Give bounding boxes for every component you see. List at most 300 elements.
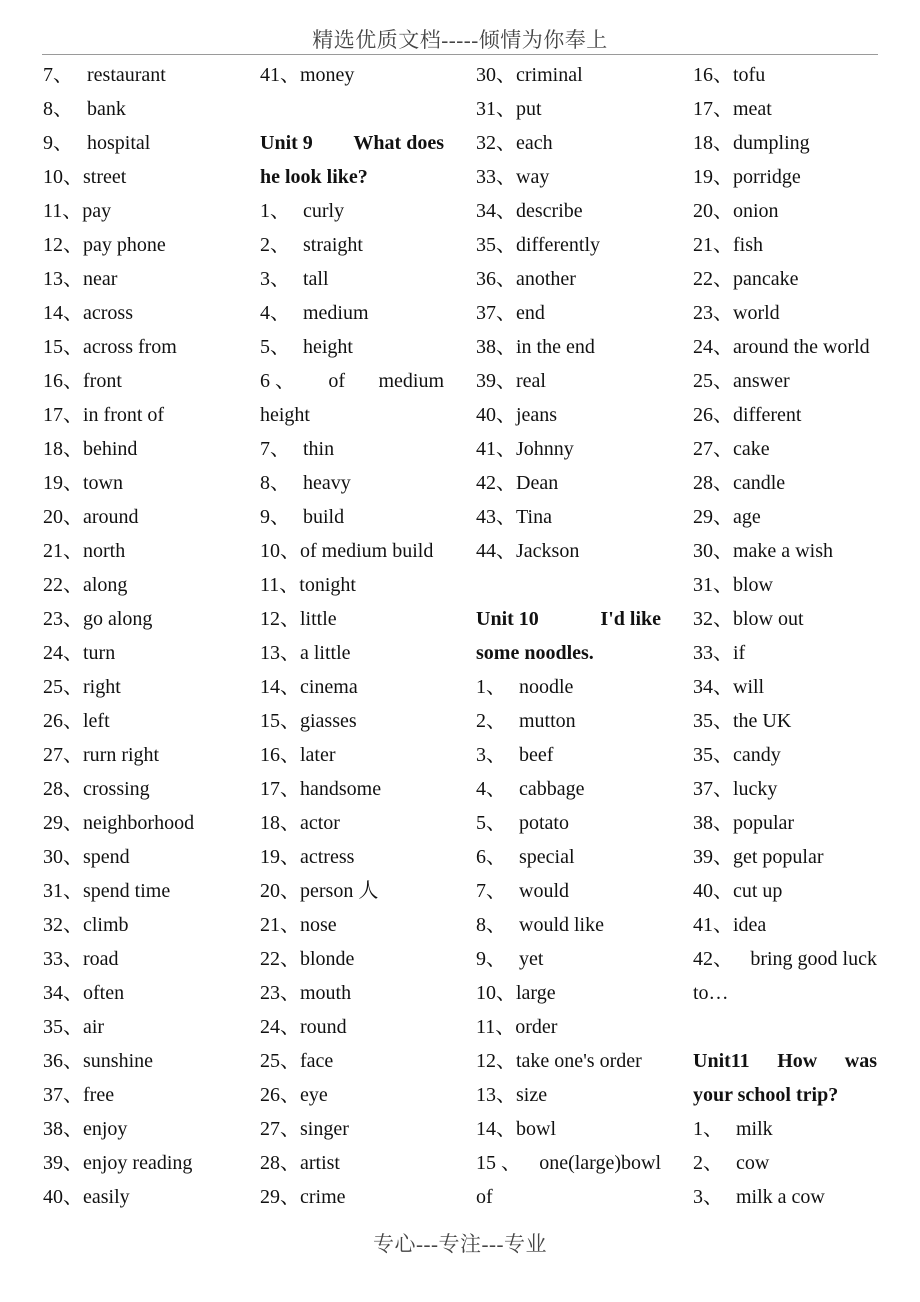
entry-number: 27、 <box>260 1118 300 1140</box>
vocab-entry <box>260 432 444 466</box>
entry-word: make a wish <box>733 540 833 562</box>
entry-number: 23、 <box>43 608 83 630</box>
entry-word: left <box>83 710 110 732</box>
entry-word: blow out <box>733 608 804 630</box>
entry-number: 43、 <box>476 506 516 528</box>
vocab-entry <box>260 806 444 840</box>
vocab-entry <box>693 908 877 942</box>
vocab-entry <box>693 398 877 432</box>
entry-number: 10、 <box>43 166 83 188</box>
vocab-entry <box>693 1112 877 1146</box>
vocab-entry <box>476 262 661 296</box>
vocab-entry <box>693 568 877 602</box>
vocab-entry <box>43 568 248 602</box>
entry-number: 14、 <box>476 1118 516 1140</box>
unit-label: Unit11 <box>693 1050 750 1072</box>
vocab-entry-justified <box>476 1146 661 1180</box>
entry-number: 17、 <box>693 98 733 120</box>
vocab-entry-justified <box>260 364 444 398</box>
entry-word: bank <box>87 98 126 120</box>
entry-word: describe <box>516 200 583 222</box>
vocab-entry <box>260 1078 444 1112</box>
vocab-entry <box>260 602 444 636</box>
vocab-entry <box>693 126 877 160</box>
entry-word: cake <box>733 438 770 460</box>
entry-word: curly <box>303 200 345 222</box>
vocab-entry <box>260 296 444 330</box>
text-segment: 6 、 <box>260 370 295 392</box>
entry-word: nose <box>300 914 337 936</box>
entry-number: 17、 <box>260 778 300 800</box>
vocab-entry-cont <box>260 398 444 432</box>
entry-number: 37、 <box>43 1084 83 1106</box>
entry-number: 11、 <box>260 574 300 596</box>
entry-number: 24、 <box>693 336 733 358</box>
entry-word: bowl <box>516 1118 556 1140</box>
entry-word: near <box>83 268 118 290</box>
entry-word: heavy <box>303 472 351 494</box>
entry-word: free <box>83 1084 115 1106</box>
unit-heading: I'd like <box>600 608 661 630</box>
unit-label: Unit 10 <box>476 608 539 630</box>
entry-number: 32、 <box>476 132 516 154</box>
entry-word: way <box>516 166 550 188</box>
vocab-entry <box>43 636 248 670</box>
text-segment: 42、 <box>693 948 733 970</box>
entry-word: restaurant <box>87 64 166 86</box>
entry-word: Dean <box>516 472 559 494</box>
text-segment: 15 、 <box>476 1152 521 1174</box>
vocab-entry <box>476 160 661 194</box>
vocab-entry <box>476 1078 661 1112</box>
entry-word: world <box>733 302 780 324</box>
entry-word: noodle <box>519 676 574 698</box>
entry-word: enjoy <box>83 1118 128 1140</box>
entry-number: 28、 <box>43 778 83 800</box>
entry-word: meat <box>733 98 772 120</box>
vocab-entry <box>260 500 444 534</box>
vocab-entry <box>693 194 877 228</box>
unit-10-title-cont <box>476 636 661 670</box>
vocab-entry <box>476 194 661 228</box>
entry-number: 31、 <box>43 880 83 902</box>
vocab-entry <box>693 296 877 330</box>
entry-number: 40、 <box>43 1186 83 1208</box>
entry-number: 9、 <box>260 506 290 528</box>
vocab-entry <box>43 296 248 330</box>
entry-word: lucky <box>733 778 778 800</box>
entry-number: 38、 <box>476 336 516 358</box>
text-segment: to… <box>693 982 729 1004</box>
entry-number: 9、 <box>43 132 73 154</box>
vocab-entry <box>693 738 877 772</box>
entry-number: 27、 <box>693 438 733 460</box>
vocab-entry <box>43 806 248 840</box>
entry-number: 37、 <box>693 778 733 800</box>
entry-number: 3、 <box>476 744 506 766</box>
entry-word: spend time <box>83 880 171 902</box>
vocab-entry <box>43 228 248 262</box>
vocab-entry <box>476 58 661 92</box>
vocab-entry <box>260 976 444 1010</box>
vocab-entry <box>693 772 877 806</box>
entry-number: 25、 <box>43 676 83 698</box>
vocab-entry <box>693 160 877 194</box>
entry-number: 23、 <box>693 302 733 324</box>
entry-word: little <box>300 608 337 630</box>
vocab-entry <box>260 1146 444 1180</box>
entry-number: 39、 <box>476 370 516 392</box>
vocab-entry <box>693 840 877 874</box>
vocab-entry <box>260 262 444 296</box>
vocab-entry <box>260 1044 444 1078</box>
entry-word: actor <box>300 812 340 834</box>
vocab-column-4 <box>693 58 877 1218</box>
entry-number: 26、 <box>260 1084 300 1106</box>
unit-10-title <box>476 602 661 636</box>
entry-word: crossing <box>83 778 150 800</box>
vocab-entry <box>43 1146 248 1180</box>
entry-number: 29、 <box>43 812 83 834</box>
vocab-entry <box>476 704 661 738</box>
entry-number: 32、 <box>43 914 83 936</box>
text-segment: he look like? <box>260 166 368 188</box>
entry-number: 20、 <box>693 200 733 222</box>
entry-word: mouth <box>300 982 352 1004</box>
text-segment: bring good luck <box>750 948 877 970</box>
entry-number: 20、 <box>43 506 83 528</box>
entry-word: cow <box>736 1152 770 1174</box>
text-segment: of <box>476 1186 493 1208</box>
entry-number: 29、 <box>693 506 733 528</box>
vocab-entry <box>43 670 248 704</box>
unit-11-title-cont <box>693 1078 877 1112</box>
vocab-entry <box>476 1112 661 1146</box>
entry-number: 18、 <box>260 812 300 834</box>
entry-number: 7、 <box>43 64 73 86</box>
vocab-entry <box>260 874 444 908</box>
vocab-entry <box>43 976 248 1010</box>
entry-word: later <box>300 744 336 766</box>
vocab-entry <box>693 704 877 738</box>
entry-word: actress <box>300 846 355 868</box>
vocab-entry <box>476 534 661 568</box>
entry-number: 34、 <box>693 676 733 698</box>
entry-word: large <box>516 982 556 1004</box>
entry-word: potato <box>519 812 569 834</box>
entry-word: candle <box>733 472 786 494</box>
entry-number: 5、 <box>260 336 290 358</box>
entry-word: often <box>83 982 125 1004</box>
entry-number: 25、 <box>260 1050 300 1072</box>
vocab-entry <box>476 874 661 908</box>
entry-word: dumpling <box>733 132 810 154</box>
entry-number: 13、 <box>476 1084 516 1106</box>
vocab-entry <box>476 398 661 432</box>
vocab-entry <box>260 942 444 976</box>
vocab-entry <box>260 1010 444 1044</box>
entry-number: 2、 <box>260 234 290 256</box>
entry-number: 16、 <box>260 744 300 766</box>
vocab-entry <box>43 534 248 568</box>
vocab-entry <box>476 738 661 772</box>
entry-word: would <box>519 880 569 902</box>
entry-number: 34、 <box>476 200 516 222</box>
entry-number: 10、 <box>476 982 516 1004</box>
entry-number: 16、 <box>693 64 733 86</box>
entry-number: 7、 <box>260 438 290 460</box>
vocab-column-2 <box>260 58 444 1218</box>
vocab-entry <box>693 534 877 568</box>
entry-number: 12、 <box>476 1050 516 1072</box>
entry-word: north <box>83 540 126 562</box>
entry-number: 31、 <box>693 574 733 596</box>
entry-word: special <box>519 846 575 868</box>
entry-word: milk <box>736 1118 773 1140</box>
vocab-entry <box>260 670 444 704</box>
entry-number: 31、 <box>476 98 516 120</box>
entry-number: 1、 <box>693 1118 723 1140</box>
entry-number: 8、 <box>260 472 290 494</box>
vocab-entry <box>476 670 661 704</box>
vocab-entry <box>43 262 248 296</box>
vocab-entry <box>260 466 444 500</box>
text-segment: some noodles. <box>476 642 594 664</box>
entry-word: candy <box>733 744 781 766</box>
entry-word: fish <box>733 234 763 256</box>
vocab-entry <box>476 364 661 398</box>
vocab-entry <box>476 806 661 840</box>
entry-word: pay phone <box>83 234 166 256</box>
entry-word: get popular <box>733 846 824 868</box>
entry-number: 6、 <box>476 846 506 868</box>
vocab-entry <box>476 1010 661 1044</box>
entry-number: 24、 <box>43 642 83 664</box>
entry-word: street <box>83 166 127 188</box>
vocab-entry <box>43 432 248 466</box>
vocab-entry <box>43 738 248 772</box>
entry-number: 4、 <box>260 302 290 324</box>
entry-word: tonight <box>299 574 356 596</box>
entry-number: 41、 <box>476 438 516 460</box>
entry-word: turn <box>83 642 116 664</box>
entry-number: 30、 <box>476 64 516 86</box>
entry-word: idea <box>733 914 767 936</box>
vocab-entry <box>693 636 877 670</box>
entry-word: mutton <box>519 710 576 732</box>
vocab-entry <box>693 1146 877 1180</box>
entry-number: 18、 <box>693 132 733 154</box>
text-segment: height <box>260 404 310 426</box>
entry-number: 11、 <box>43 200 83 222</box>
entry-word: blonde <box>300 948 355 970</box>
entry-word: yet <box>519 948 544 970</box>
vocab-entry <box>260 1180 444 1214</box>
entry-word: in the end <box>516 336 595 358</box>
entry-word: age <box>733 506 761 528</box>
vocab-entry <box>260 908 444 942</box>
entry-word: hospital <box>87 132 151 154</box>
entry-number: 28、 <box>693 472 733 494</box>
entry-word: another <box>516 268 576 290</box>
entry-number: 5、 <box>476 812 506 834</box>
entry-number: 22、 <box>43 574 83 596</box>
entry-word: cinema <box>300 676 358 698</box>
vocab-entry <box>476 432 661 466</box>
vocab-entry <box>693 670 877 704</box>
vocab-entry <box>43 92 248 126</box>
vocab-entry <box>260 58 444 92</box>
entry-word: air <box>83 1016 105 1038</box>
entry-number: 25、 <box>693 370 733 392</box>
entry-word: will <box>733 676 765 698</box>
entry-word: enjoy reading <box>83 1152 193 1174</box>
entry-word: handsome <box>300 778 382 800</box>
vocab-entry <box>260 636 444 670</box>
page-header: 精选优质文档-----倾情为你奉上 <box>312 28 608 52</box>
entry-word: road <box>83 948 119 970</box>
entry-number: 41、 <box>260 64 300 86</box>
entry-number: 33、 <box>476 166 516 188</box>
entry-word: medium <box>303 302 369 324</box>
entry-number: 38、 <box>693 812 733 834</box>
entry-number: 15、 <box>43 336 83 358</box>
entry-word: answer <box>733 370 790 392</box>
entry-number: 12、 <box>43 234 83 256</box>
text-segment: one(large)bowl <box>539 1152 661 1174</box>
entry-number: 36、 <box>476 268 516 290</box>
entry-word: would like <box>519 914 604 936</box>
vocab-entry <box>43 126 248 160</box>
vocab-entry <box>43 602 248 636</box>
vocab-entry <box>693 92 877 126</box>
entry-number: 2、 <box>476 710 506 732</box>
entry-number: 38、 <box>43 1118 83 1140</box>
entry-word: each <box>516 132 553 154</box>
entry-number: 7、 <box>476 880 506 902</box>
entry-word: height <box>303 336 353 358</box>
unit-heading: was <box>844 1050 877 1072</box>
vocab-entry <box>476 908 661 942</box>
entry-number: 21、 <box>43 540 83 562</box>
entry-word: sunshine <box>83 1050 153 1072</box>
entry-word: along <box>83 574 128 596</box>
entry-word: different <box>733 404 802 426</box>
entry-word: put <box>516 98 542 120</box>
vocab-entry <box>260 534 444 568</box>
entry-number: 1、 <box>260 200 290 222</box>
blank-line <box>260 92 444 126</box>
entry-number: 40、 <box>476 404 516 426</box>
entry-number: 22、 <box>693 268 733 290</box>
entry-number: 19、 <box>43 472 83 494</box>
entry-word: take one's order <box>516 1050 642 1072</box>
entry-word: go along <box>83 608 153 630</box>
entry-number: 35、 <box>476 234 516 256</box>
entry-word: thin <box>303 438 335 460</box>
vocab-entry <box>260 568 444 602</box>
unit-label: Unit 9 <box>260 132 313 154</box>
entry-word: a little <box>300 642 351 664</box>
entry-word: beef <box>519 744 554 766</box>
vocab-entry <box>260 1112 444 1146</box>
vocab-entry <box>693 1180 877 1214</box>
entry-number: 14、 <box>260 676 300 698</box>
entry-word: Tina <box>516 506 552 528</box>
entry-word: porridge <box>733 166 801 188</box>
entry-word: criminal <box>516 64 583 86</box>
vocab-entry <box>43 840 248 874</box>
vocab-entry <box>476 1044 661 1078</box>
entry-number: 40、 <box>693 880 733 902</box>
entry-number: 24、 <box>260 1016 300 1038</box>
entry-number: 10、 <box>260 540 300 562</box>
vocab-entry <box>43 1180 248 1214</box>
vocab-entry <box>43 1044 248 1078</box>
vocab-entry <box>260 704 444 738</box>
vocab-entry <box>43 1078 248 1112</box>
entry-word: money <box>300 64 355 86</box>
vocab-entry <box>476 466 661 500</box>
entry-number: 8、 <box>43 98 73 120</box>
entry-number: 30、 <box>693 540 733 562</box>
entry-word: jeans <box>516 404 558 426</box>
entry-word: around the world <box>733 336 870 358</box>
vocab-entry <box>260 738 444 772</box>
vocab-entry <box>43 772 248 806</box>
entry-number: 16、 <box>43 370 83 392</box>
entry-number: 19、 <box>693 166 733 188</box>
entry-word: face <box>300 1050 334 1072</box>
vocab-entry <box>43 500 248 534</box>
entry-number: 8、 <box>476 914 506 936</box>
blank-line <box>476 568 661 602</box>
entry-word: cut up <box>733 880 783 902</box>
vocab-entry <box>693 806 877 840</box>
entry-word: straight <box>303 234 363 256</box>
vocab-entry <box>693 58 877 92</box>
text-segment: of <box>328 370 346 392</box>
entry-word: pay <box>82 200 112 222</box>
text-segment: your school trip? <box>693 1084 839 1106</box>
entry-word: blow <box>733 574 773 596</box>
entry-number: 14、 <box>43 302 83 324</box>
entry-word: giasses <box>300 710 357 732</box>
entry-number: 42、 <box>476 472 516 494</box>
vocab-entry <box>693 262 877 296</box>
vocab-entry <box>693 500 877 534</box>
vocab-entry <box>43 874 248 908</box>
vocab-entry <box>43 160 248 194</box>
unit-heading: How <box>777 1050 818 1072</box>
entry-number: 35、 <box>693 710 733 732</box>
entry-word: if <box>733 642 746 664</box>
entry-number: 26、 <box>43 710 83 732</box>
vocab-entry <box>260 194 444 228</box>
entry-word: around <box>83 506 139 528</box>
vocab-entry <box>693 364 877 398</box>
entry-number: 15、 <box>260 710 300 732</box>
entry-word: easily <box>83 1186 130 1208</box>
vocab-entry-cont <box>693 976 877 1010</box>
vocab-entry <box>476 840 661 874</box>
entry-word: behind <box>83 438 138 460</box>
entry-number: 27、 <box>43 744 83 766</box>
unit-heading: What does <box>353 132 444 154</box>
entry-word: front <box>83 370 122 392</box>
entry-word: person 人 <box>300 880 379 902</box>
entry-number: 23、 <box>260 982 300 1004</box>
